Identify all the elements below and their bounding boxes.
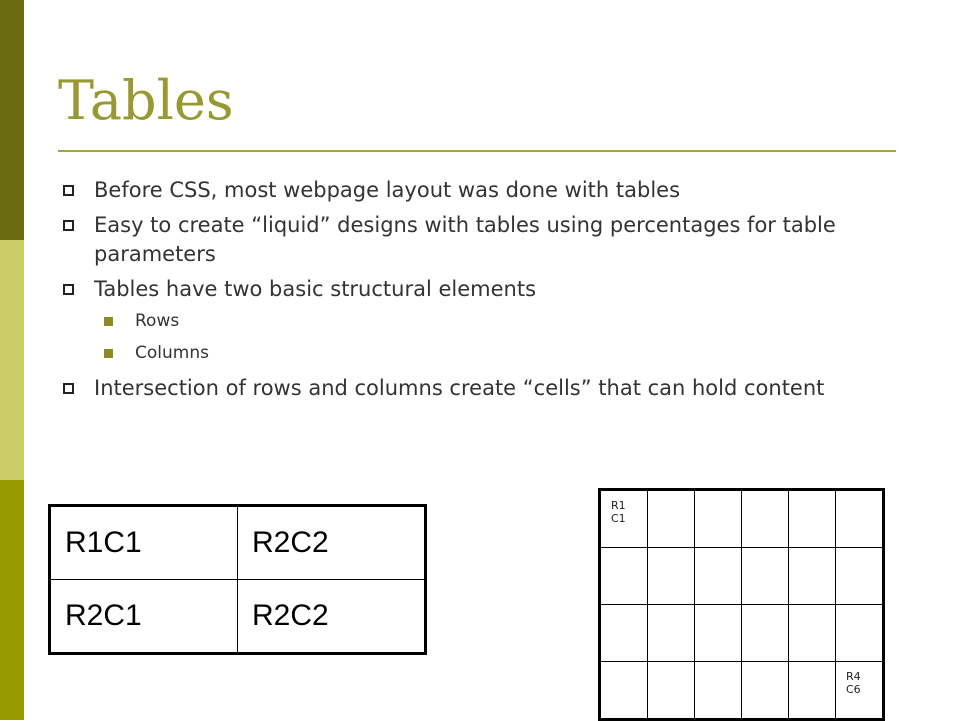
bullet-text: Easy to create “liquid” designs with tables using percentages for table parameters — [94, 213, 836, 266]
hollow-square-bullet-icon — [63, 185, 74, 196]
hollow-square-bullet-icon — [63, 284, 74, 295]
grid-table — [598, 488, 885, 721]
grid-cell — [789, 605, 836, 662]
bullet-text: Intersection of rows and columns create “cells” that can hold content — [94, 376, 825, 400]
grid-cell — [836, 490, 884, 548]
grid-cell — [600, 548, 648, 605]
bullet-item — [58, 211, 888, 269]
grid-cell — [695, 548, 742, 605]
filled-square-bullet-icon — [104, 349, 113, 358]
grid-cell — [789, 490, 836, 548]
table-cell: R2C2 — [238, 506, 426, 580]
grid-cell — [695, 490, 742, 548]
filled-square-bullet-icon — [104, 317, 113, 326]
bullet-text: Before CSS, most webpage layout was done with tables — [94, 178, 681, 202]
table-cell: R1C1 — [50, 506, 238, 580]
table-row — [600, 548, 884, 605]
bullet-list — [58, 176, 888, 409]
grid-cell — [742, 662, 789, 720]
sub-bullet-text: Rows — [135, 311, 180, 331]
table-row — [600, 490, 884, 548]
bullet-text: Tables have two basic structural elements — [94, 277, 537, 301]
decorative-bar-middle — [0, 240, 24, 480]
table-row — [50, 580, 426, 654]
example-table — [48, 504, 427, 655]
table-cell: R2C1 — [50, 580, 238, 654]
grid-cell — [648, 605, 695, 662]
bullet-item — [58, 374, 888, 403]
grid-cell — [648, 548, 695, 605]
grid-cell — [836, 605, 884, 662]
grid-cell — [836, 548, 884, 605]
grid-cell — [600, 605, 648, 662]
cell-label: R4 C6 — [846, 670, 861, 696]
grid-cell — [742, 490, 789, 548]
grid-cell — [648, 662, 695, 720]
slide-title: Tables — [58, 69, 234, 132]
grid-cell — [695, 662, 742, 720]
table-row — [600, 605, 884, 662]
grid-cell-first — [600, 490, 648, 548]
hollow-square-bullet-icon — [63, 383, 74, 394]
grid-cell — [789, 548, 836, 605]
grid-cell — [789, 662, 836, 720]
bullet-item — [58, 275, 888, 304]
title-underline — [58, 150, 896, 152]
table-row — [600, 662, 884, 720]
grid-cell-last — [836, 662, 884, 720]
bullet-item — [58, 176, 888, 205]
sub-bullet-item — [58, 342, 888, 364]
sub-bullet-item — [58, 310, 888, 332]
hollow-square-bullet-icon — [63, 220, 74, 231]
grid-cell — [742, 605, 789, 662]
grid-cell — [600, 662, 648, 720]
cell-label: R1 C1 — [611, 499, 626, 525]
grid-cell — [695, 605, 742, 662]
sub-bullet-text: Columns — [135, 343, 209, 363]
grid-cell — [648, 490, 695, 548]
table-row — [50, 506, 426, 580]
table-cell: R2C2 — [238, 580, 426, 654]
grid-cell — [742, 548, 789, 605]
decorative-bar-bottom — [0, 480, 24, 720]
decorative-bar-top — [0, 0, 24, 240]
